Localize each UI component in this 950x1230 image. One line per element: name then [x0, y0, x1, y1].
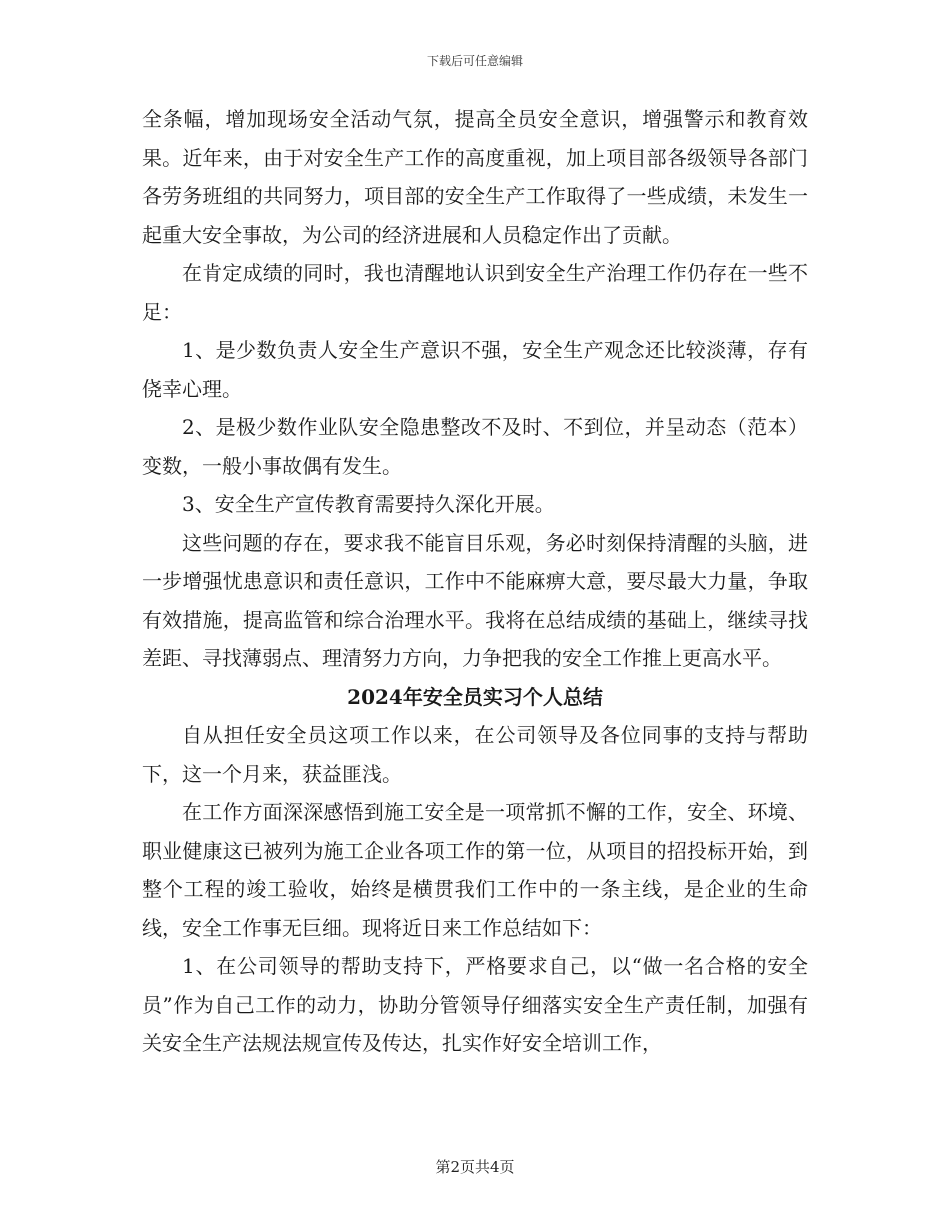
list-item: 1、是少数负责人安全生产意识不强，安全生产观念还比较淡薄，存有侥幸心理。	[142, 338, 808, 401]
list-item: 2、是极少数作业队安全隐患整改不及时、不到位，并呈动态（范本）变数，一般小事故偶有发生。	[142, 415, 808, 478]
paragraph: 全条幅，增加现场安全活动气氛，提高全员安全意识，增强警示和教育效果。近年来，由于对安全生产工作的高度重视，加上项目部各级领导各部门各劳务班组的共同努力，项目部的安全生产工作取得了一些成绩，未发生一起重大安全事故，为公司的经济进展和人员稳定作出了贡献。	[142, 107, 808, 247]
paragraph: 在肯定成绩的同时，我也清醒地认识到安全生产治理工作仍存在一些不足：	[142, 261, 808, 324]
list-item: 1、在公司领导的帮助支持下，严格要求自己，以“做一名合格的安全员”作为自己工作的动力，协助分管领导仔细落实安全生产责任制，加强有关安全生产法规法规宣传及传达，扎实作好安全培训工作，	[142, 954, 808, 1055]
section-title: 2024年安全员实习个人总结	[347, 684, 603, 709]
page-header: 下载后可任意编辑	[426, 54, 523, 68]
page-footer: 第2页共4页	[435, 1158, 515, 1176]
paragraph: 自从担任安全员这项工作以来，在公司领导及各位同事的支持与帮助下，这一个月来，获益匪浅。	[142, 723, 808, 786]
document-body	[142, 100, 808, 1063]
list-item: 3、安全生产宣传教育需要持久深化开展。	[182, 492, 555, 516]
paragraph: 这些问题的存在，要求我不能盲目乐观，务必时刻保持清醒的头脑，进一步增强忧患意识和责任意识，工作中不能麻痹大意，要尽最大力量，争取有效措施，提高监管和综合治理水平。我将在总结成绩的基础上，继续寻找差距、寻找薄弱点、理清努力方向，力争把我的安全工作推上更高水平。	[142, 530, 808, 670]
paragraph: 在工作方面深深感悟到施工安全是一项常抓不懈的工作，安全、环境、职业健康这已被列为施工企业各项工作的第一位，从项目的招投标开始，到整个工程的竣工验收，始终是横贯我们工作中的一条主线，是企业的生命线，安全工作事无巨细。现将近日来工作总结如下：	[142, 800, 808, 940]
